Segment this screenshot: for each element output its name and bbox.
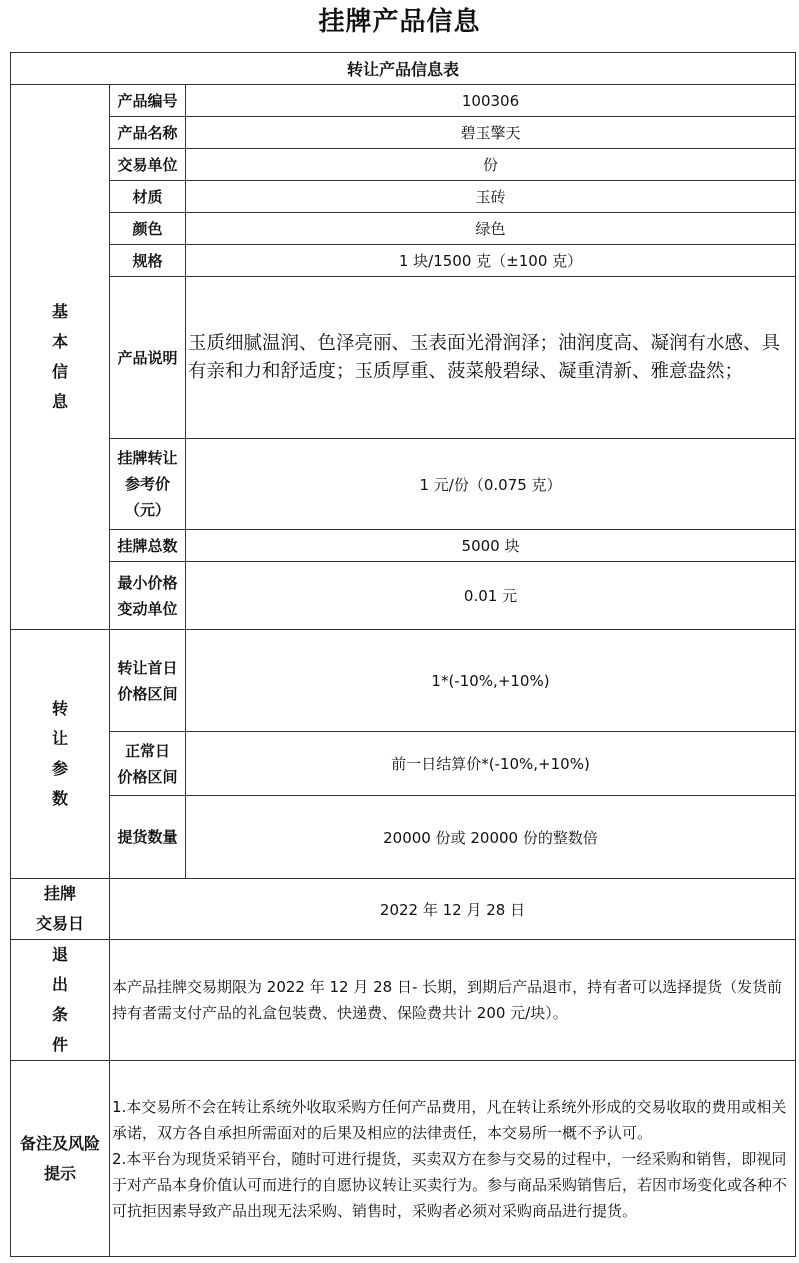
- label-trade-unit: 交易单位: [110, 149, 186, 181]
- section-label-transfer: 转 让 参 数: [11, 630, 110, 879]
- label-description: 产品说明: [110, 277, 186, 439]
- value-trade-unit: 份: [186, 149, 796, 181]
- table-row: [11, 732, 796, 796]
- value-product-code: 100306: [186, 85, 796, 117]
- label-normal-day-range: 正常日 价格区间: [110, 732, 186, 796]
- table-row: [11, 562, 796, 630]
- label-material: 材质: [110, 181, 186, 213]
- label-pickup-quantity: 提货数量: [110, 796, 186, 879]
- table-row: [11, 879, 796, 940]
- label-reference-price: 挂牌转让 参考价 （元）: [110, 439, 186, 530]
- value-first-day-range: 1*(-10%,+10%): [186, 630, 796, 732]
- value-min-tick: 0.01 元: [186, 562, 796, 630]
- table-title-row: [11, 53, 796, 85]
- table-row: [11, 530, 796, 562]
- table-row: [11, 1061, 796, 1257]
- table-row: [11, 181, 796, 213]
- value-pickup-quantity: 20000 份或 20000 份的整数倍: [186, 796, 796, 879]
- value-description: 玉质细腻温润、色泽亮丽、玉表面光滑润泽；油润度高、凝润有水感、具有亲和力和舒适度；玉质厚重、菠菜般碧绿、凝重清新、雅意盎然；: [186, 277, 796, 439]
- value-product-name: 碧玉擎天: [186, 117, 796, 149]
- table-row: [11, 117, 796, 149]
- label-min-tick: 最小价格 变动单位: [110, 562, 186, 630]
- value-listing-total: 5000 块: [186, 530, 796, 562]
- value-normal-day-range: 前一日结算价*(-10%,+10%): [186, 732, 796, 796]
- table-row: [11, 245, 796, 277]
- section-label-basic: 基 本 信 息: [11, 85, 110, 630]
- label-spec: 规格: [110, 245, 186, 277]
- section-label-notes: 备注及风险 提示: [11, 1061, 110, 1257]
- label-listing-total: 挂牌总数: [110, 530, 186, 562]
- table-row: [11, 940, 796, 1061]
- table-row: [11, 149, 796, 181]
- note-item: 2.本平台为现货采销平台，随时可进行提货，买卖双方在参与交易的过程中，一经采购和销售，即视同于对产品本身价值认可而进行的自愿协议转让买卖行为。参与商品采购销售后，若因市场变化或各种不可抗拒因素导致产品出现无法采购、销售时，采购者必须对采购商品进行提货。: [112, 1149, 788, 1220]
- label-first-day-range: 转让首日 价格区间: [110, 630, 186, 732]
- table-row: [11, 213, 796, 245]
- value-material: 玉砖: [186, 181, 796, 213]
- value-notes: [110, 1061, 796, 1257]
- table-row: [11, 630, 796, 732]
- label-product-code: 产品编号: [110, 85, 186, 117]
- table-title: 转让产品信息表: [11, 53, 796, 85]
- table-row: [11, 85, 796, 117]
- section-label-listing-day: 挂牌 交易日: [11, 879, 110, 940]
- table-row: [11, 277, 796, 439]
- page-title: 挂牌产品信息: [318, 7, 481, 37]
- product-info-table: [10, 52, 796, 1257]
- value-reference-price: 1 元/份（0.075 克）: [186, 439, 796, 530]
- section-label-exit: 退 出 条 件: [11, 940, 110, 1061]
- value-exit-conditions: 本产品挂牌交易期限为 2022 年 12 月 28 日- 长期，到期后产品退市，持有者可以选择提货（发货前持有者需支付产品的礼盒包装费、快递费、保险费共计 200 元/块）。: [110, 940, 796, 1061]
- note-item: 1.本交易所不会在转让系统外收取采购方任何产品费用，凡在转让系统外形成的交易收取的费用或相关承诺，双方各自承担所需面对的后果及相应的法律责任，本交易所一概不予认可。: [112, 1097, 787, 1142]
- label-color: 颜色: [110, 213, 186, 245]
- value-listing-date: 2022 年 12 月 28 日: [110, 879, 796, 940]
- value-color: 绿色: [186, 213, 796, 245]
- table-row: [11, 439, 796, 530]
- value-spec: 1 块/1500 克（±100 克）: [186, 245, 796, 277]
- label-product-name: 产品名称: [110, 117, 186, 149]
- table-row: [11, 796, 796, 879]
